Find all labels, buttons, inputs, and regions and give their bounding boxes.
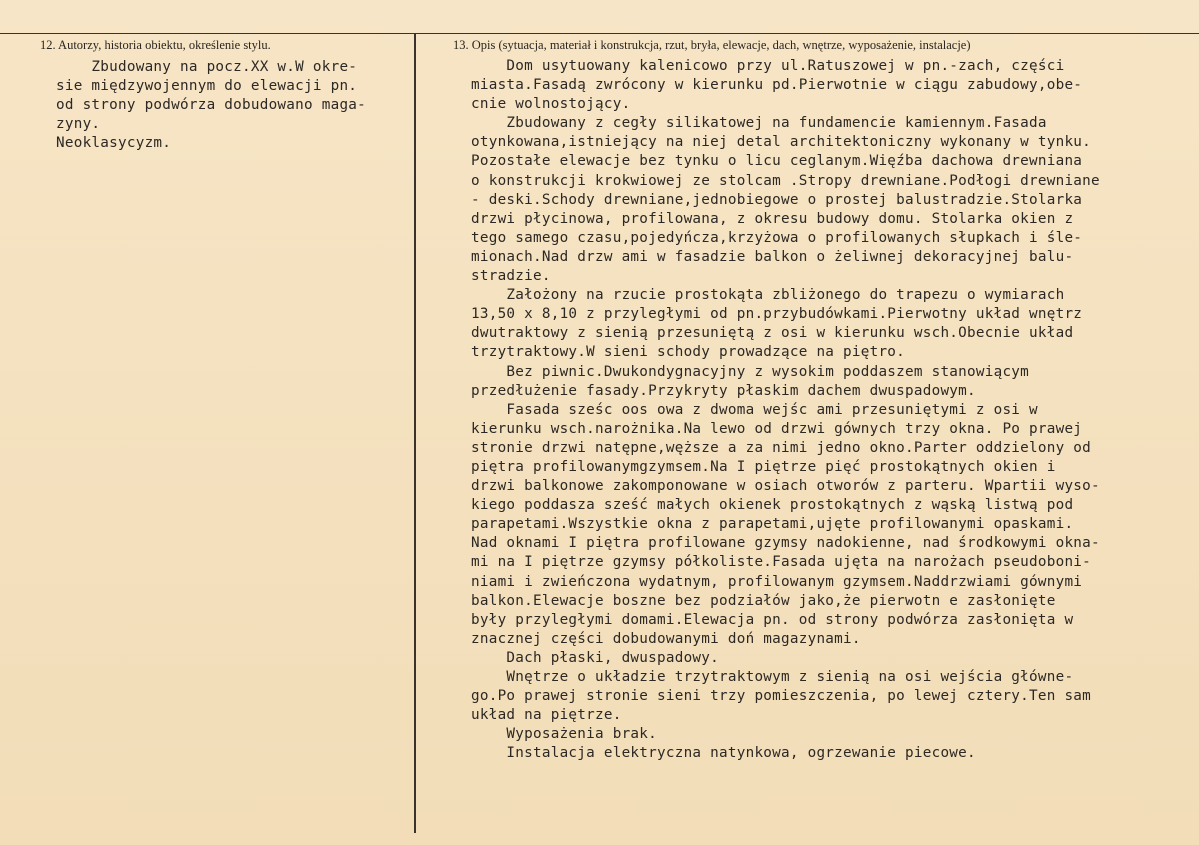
typed-line: Neoklasycyzm. (56, 135, 172, 152)
typed-line: układ na piętrze. (471, 707, 622, 724)
typed-line: kiego poddasza sześć małych okienek prostokątnych z wąską listwą pod (471, 497, 1074, 514)
typed-line: Zbudowany z cegły silikatowej na fundamencie kamiennym.Fasada (471, 115, 1047, 132)
typed-line: znacznej części dobudowanymi doń magazynami. (471, 630, 861, 647)
top-rule (0, 33, 1199, 34)
typed-line: drzwi płycinowa, profilowana, z okresu budowy domu. Stolarka okien z (471, 210, 1074, 227)
typed-line: Instalacja elektryczna natynkowa, ogrzewanie piecowe. (471, 745, 976, 762)
typed-line: kierunku wsch.narożnika.Na lewo od drzwi gównych trzy okna. Po prawej (471, 420, 1083, 437)
typed-line: były przyległymi domami.Elewacja pn. od strony podwórza zasłonięta w (471, 611, 1074, 628)
typed-line: Pozostałe elewacje bez tynku o licu ceglanym.Więźba dachowa drewniana (471, 153, 1083, 170)
column-divider (414, 33, 416, 833)
typed-line: Zbudowany na pocz.XX w.W okre- (56, 59, 358, 75)
typed-line: Wnętrze o układzie trzytraktowym z sienią na osi wejścia główne- (471, 669, 1074, 685)
typed-line: stronie drzwi natępne,węższe a za nimi jedno okno.Parter oddzielony od (471, 439, 1092, 456)
typed-line: stradzie. (471, 268, 551, 285)
typed-line: - deski.Schody drewniane,jednobiegowe o prostej balustradzie.Stolarka (471, 191, 1083, 208)
typed-line: drzwi balkonowe zakomponowane w osiach otworów z parteru. Wpartii wyso- (471, 478, 1100, 495)
typed-line: zyny. (56, 116, 101, 133)
typed-line: mionach.Nad drzw ami w fasadzie balkon o żeliwnej dekoracyjnej balu- (471, 248, 1074, 265)
typed-line: o konstrukcji krokwiowej ze stolcam .Stropy drewniane.Podłogi drewniane (471, 172, 1100, 189)
section-12-heading: 12. Autorzy, historia obiektu, określenie stylu. (40, 38, 271, 52)
section-12-typed-text (56, 58, 412, 153)
typed-line: Nad oknami I piętra profilowane gzymsy nadokienne, nad środkowymi okna- (471, 535, 1100, 552)
typed-line: parapetami.Wszystkie okna z parapetami,ujęte profilowanymi opaskami. (471, 516, 1074, 533)
typed-line: tego samego czasu,pojedyńcza,krzyżowa o profilowanych słupkach i śle- (471, 229, 1083, 246)
typed-line: miasta.Fasadą zwrócony w kierunku pd.Pierwotnie w ciągu zabudowy,obe- (471, 77, 1083, 94)
typed-line: 13,50 x 8,10 z przyległymi od pn.przybudówkami.Pierwotny układ wnętrz (471, 306, 1083, 323)
typed-line: otynkowana,istniejący na niej detal architektoniczny wykonany w tynku. (471, 134, 1092, 151)
typed-line: od strony podwórza dobudowano maga- (56, 97, 367, 114)
typed-line: Bez piwnic.Dwukondygnacyjny z wysokim poddaszem stanowiącym (471, 363, 1030, 380)
typed-line: piętra profilowanymgzymsem.Na I piętrze pięć prostokątnych okien i (471, 458, 1056, 475)
typed-line: dwutraktowy z sienią przesuniętą z osi w kierunku wsch.Obecnie układ (471, 325, 1074, 342)
typed-line: sie międzywojennym do elewacji pn. (56, 78, 358, 95)
typed-line: przedłużenie fasady.Przykryty płaskim dachem dwuspadowym. (471, 382, 976, 399)
typed-line: mi na I piętrze gzymsy półkoliste.Fasada ujęta na narożach pseudoboni- (471, 554, 1092, 571)
section-13-typed-text (471, 57, 1197, 763)
typed-line: Dom usytuowany kalenicowo przy ul.Ratuszowej w pn.-zach, części (471, 58, 1065, 74)
typed-line: Fasada sześc oos owa z dwoma wejśc ami przesuniętymi z osi w (471, 401, 1038, 418)
typed-line: cnie wolnostojący. (471, 96, 631, 113)
typed-line: niami i zwieńczona wydatnym, profilowanym gzymsem.Naddrzwiami gównymi (471, 573, 1083, 590)
typed-line: Wyposażenia brak. (471, 726, 658, 743)
typed-line: Dach płaski, dwuspadowy. (471, 649, 720, 666)
typed-line: go.Po prawej stronie sieni trzy pomieszczenia, po lewej cztery.Ten sam (471, 688, 1092, 705)
section-13-heading: 13. Opis (sytuacja, materiał i konstrukcja, rzut, bryła, elewacje, dach, wnętrze, wyposażenie, instalacje) (453, 38, 971, 52)
typed-line: Założony na rzucie prostokąta zbliżonego do trapezu o wymiarach (471, 287, 1065, 304)
typed-line: balkon.Elewacje boszne bez podziałów jako,że pierwotn e zasłonięte (471, 592, 1056, 609)
typed-line: trzytraktowy.W sieni schody prowadzące na piętro. (471, 344, 906, 361)
